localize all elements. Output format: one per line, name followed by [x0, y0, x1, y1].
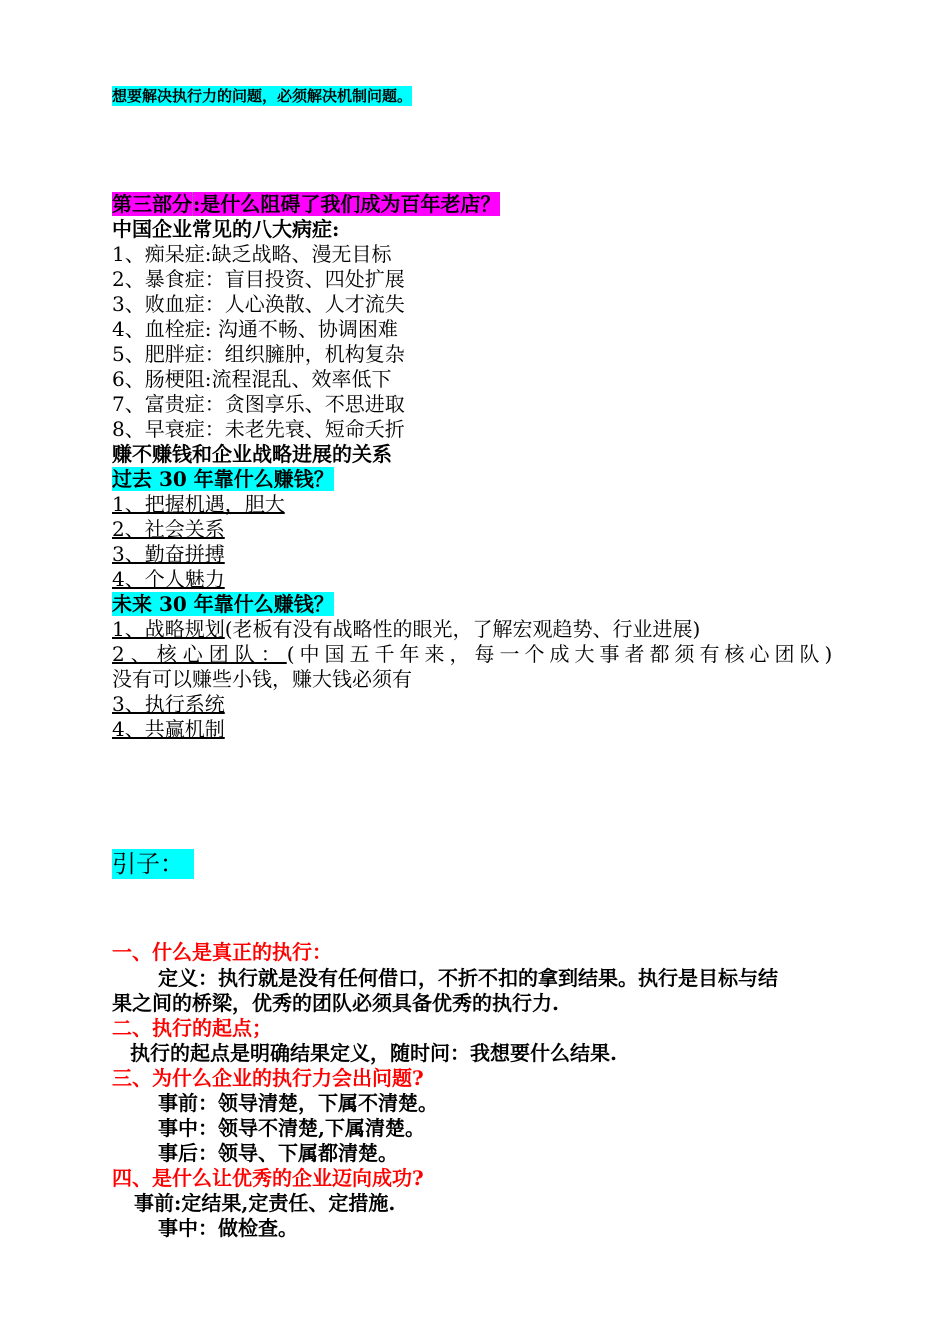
- part3-heading: [112, 192, 500, 216]
- past-item: 3、勤奋拼搏: [112, 542, 225, 566]
- section-4-line: 事中：做检查。: [158, 1216, 298, 1240]
- disease-item: 7、富贵症：贪图享乐、不思进取: [112, 392, 405, 416]
- disease-item: 6、肠梗阻:流程混乱、效率低下: [112, 367, 392, 391]
- future-item-1: [112, 617, 700, 641]
- disease-item: 5、肥胖症：组织臃肿，机构复杂: [112, 342, 405, 366]
- section-2-title: 二、执行的起点；: [112, 1016, 272, 1040]
- future-item-4: 4、共赢机制: [112, 717, 225, 741]
- future-item-2-note: (中国五千年来，每一个成大事者都须有核心团队): [286, 642, 838, 666]
- future-item-2: [112, 642, 837, 666]
- section-1-line: 果之间的桥梁，优秀的团队必须具备优秀的执行力.: [112, 991, 559, 1015]
- past-item: 2、社会关系: [112, 517, 225, 541]
- disease-item: 2、暴食症：盲目投资、四处扩展: [112, 267, 405, 291]
- relation-title: 赚不赚钱和企业战略进展的关系: [112, 442, 392, 466]
- intro-line: 想要解决执行力的问题，必须解决机制问题。: [112, 87, 413, 105]
- past-item: 1、把握机遇，胆大: [112, 492, 285, 516]
- disease-item: 3、败血症：人心涣散、人才流失: [112, 292, 405, 316]
- future-item-2-label: 2、核心团队：: [112, 642, 287, 666]
- part3-heading-prefix: 第三部分: [112, 192, 192, 216]
- section-1-title: 一、什么是真正的执行：: [112, 940, 332, 964]
- section-4-line: 事前:定结果,定责任、定措施.: [134, 1191, 396, 1215]
- disease-item: 8、早衰症：未老先衰、短命夭折: [112, 417, 405, 441]
- section-4-title: 四、是什么让优秀的企业迈向成功?: [112, 1166, 424, 1190]
- future-item-3: 3、执行系统: [112, 692, 225, 716]
- section-3-title: 三、为什么企业的执行力会出问题?: [112, 1066, 424, 1090]
- disease-item: 1、痴呆症:缺乏战略、漫无目标: [112, 242, 392, 266]
- part3-heading-rest: :是什么阻碍了我们成为百年老店？: [193, 192, 501, 216]
- section-3-line: 事前：领导清楚，下属不清楚。: [158, 1091, 438, 1115]
- past-item: 4、个人魅力: [112, 567, 225, 591]
- future-item-1-label: 1、战略规划: [112, 617, 225, 641]
- section-3-line: 事中：领导不清楚,下属清楚。: [158, 1116, 425, 1140]
- section-3-line: 事后：领导、下属都清楚。: [158, 1141, 398, 1165]
- diseases-title: 中国企业常见的八大病症:: [112, 217, 340, 241]
- lead-title: 引子：: [112, 849, 194, 879]
- future-item-2-cont: 没有可以赚些小钱，赚大钱必须有: [112, 667, 412, 691]
- future-title: 未来 30 年靠什么赚钱？: [112, 592, 334, 616]
- disease-item: 4、血栓症: 沟通不畅、协调困难: [112, 317, 398, 341]
- section-2-line: 执行的起点是明确结果定义，随时问：我想要什么结果.: [130, 1041, 617, 1065]
- section-1-line: 定义：执行就是没有任何借口，不折不扣的拿到结果。执行是目标与结: [158, 966, 778, 990]
- past-title: 过去 30 年靠什么赚钱？: [112, 467, 334, 491]
- future-item-1-note: (老板有没有战略性的眼光，了解宏观趋势、行业进展): [224, 617, 701, 641]
